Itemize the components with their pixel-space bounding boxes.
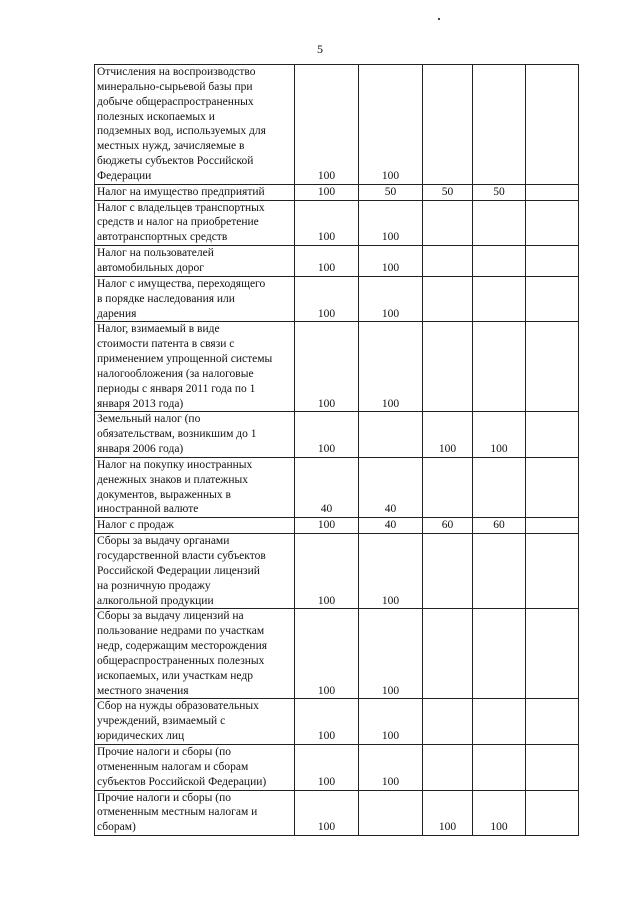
percent-cell-c5: [526, 200, 579, 246]
percent-cell-c3: [423, 744, 473, 790]
percent-cell-c1: 100: [295, 65, 359, 185]
percent-cell-c4: [473, 534, 526, 609]
percent-cell-c4: 100: [473, 790, 526, 836]
percent-cell-c2: 100: [359, 65, 423, 185]
table-row: [95, 534, 579, 609]
percent-cell-c4: [473, 200, 526, 246]
percent-cell-c2: 50: [359, 184, 423, 200]
percent-cell-c5: [526, 322, 579, 412]
percent-cell-c5: [526, 65, 579, 185]
tax-name-cell: Налог с владельцев транспортных средств и налог на приобретение автотранспортных средств: [95, 200, 295, 246]
percent-cell-c1: 100: [295, 699, 359, 745]
percent-cell-c3: [423, 699, 473, 745]
percent-cell-c1: 100: [295, 322, 359, 412]
percent-cell-c2: [359, 790, 423, 836]
percent-cell-c5: [526, 246, 579, 277]
table-row: [95, 322, 579, 412]
percent-cell-c4: [473, 276, 526, 322]
table-row: [95, 518, 579, 534]
percent-cell-c2: 100: [359, 276, 423, 322]
table-row: [95, 412, 579, 458]
table-row: [95, 744, 579, 790]
table-row: [95, 65, 579, 185]
percent-cell-c1: 100: [295, 609, 359, 699]
tax-distribution-table: [94, 64, 579, 836]
percent-cell-c1: 100: [295, 246, 359, 277]
tax-name-cell: Сборы за выдачу органами государственной власти субъектов Российской Федерации лицензий на розничную продажу алкогольной продукции: [95, 534, 295, 609]
percent-cell-c4: 50: [473, 184, 526, 200]
percent-cell-c3: [423, 276, 473, 322]
table-row: [95, 457, 579, 517]
percent-cell-c5: [526, 457, 579, 517]
percent-cell-c5: [526, 184, 579, 200]
percent-cell-c1: 40: [295, 457, 359, 517]
tax-name-cell: Отчисления на воспроизводство минерально-сырьевой базы при добыче общераспространенных полезных ископаемых и подземных вод, используемых для местных нужд, зачисляемые в бюджеты субъектов Российской Федерации: [95, 65, 295, 185]
percent-cell-c5: [526, 609, 579, 699]
percent-cell-c3: 100: [423, 790, 473, 836]
percent-cell-c2: 100: [359, 744, 423, 790]
percent-cell-c3: [423, 65, 473, 185]
table-row: [95, 699, 579, 745]
tax-name-cell: Налог на пользователей автомобильных дорог: [95, 246, 295, 277]
percent-cell-c2: 100: [359, 534, 423, 609]
percent-cell-c4: [473, 457, 526, 517]
tax-name-cell: Сбор на нужды образовательных учреждений, взимаемый с юридических лиц: [95, 699, 295, 745]
tax-name-cell: Налог с имущества, переходящего в порядке наследования или дарения: [95, 276, 295, 322]
percent-cell-c4: [473, 609, 526, 699]
percent-cell-c4: 100: [473, 412, 526, 458]
percent-cell-c3: [423, 246, 473, 277]
percent-cell-c3: [423, 322, 473, 412]
percent-cell-c3: [423, 457, 473, 517]
percent-cell-c3: [423, 200, 473, 246]
percent-cell-c2: 100: [359, 200, 423, 246]
tax-name-cell: Налог, взимаемый в виде стоимости патента в связи с применением упрощенной системы налогообложения (за налоговые периоды с января 2011 года по 1 января 2013 года): [95, 322, 295, 412]
percent-cell-c5: [526, 744, 579, 790]
percent-cell-c4: [473, 322, 526, 412]
percent-cell-c2: 100: [359, 322, 423, 412]
percent-cell-c2: 100: [359, 609, 423, 699]
table-row: [95, 200, 579, 246]
percent-cell-c5: [526, 534, 579, 609]
page-number: 5: [317, 42, 323, 56]
tax-name-cell: Прочие налоги и сборы (по отмененным местным налогам и сборам): [95, 790, 295, 836]
table-row: [95, 790, 579, 836]
percent-cell-c3: [423, 534, 473, 609]
percent-cell-c3: 50: [423, 184, 473, 200]
percent-cell-c3: 100: [423, 412, 473, 458]
percent-cell-c3: [423, 609, 473, 699]
percent-cell-c1: 100: [295, 744, 359, 790]
percent-cell-c2: [359, 412, 423, 458]
table-row: [95, 276, 579, 322]
tax-name-cell: Налог на имущество предприятий: [95, 184, 295, 200]
percent-cell-c4: [473, 699, 526, 745]
percent-cell-c1: 100: [295, 276, 359, 322]
percent-cell-c2: 40: [359, 518, 423, 534]
percent-cell-c1: 100: [295, 412, 359, 458]
tax-name-cell: Земельный налог (по обязательствам, возникшим до 1 января 2006 года): [95, 412, 295, 458]
percent-cell-c1: 100: [295, 790, 359, 836]
percent-cell-c2: 40: [359, 457, 423, 517]
tax-name-cell: Сборы за выдачу лицензий на пользование недрами по участкам недр, содержащим месторождения общераспространенных полезных ископаемых, или участкам недр местного значения: [95, 609, 295, 699]
percent-cell-c5: [526, 276, 579, 322]
percent-cell-c1: 100: [295, 200, 359, 246]
tax-name-cell: Прочие налоги и сборы (по отмененным налогам и сборам субъектов Российской Федерации): [95, 744, 295, 790]
percent-cell-c4: [473, 744, 526, 790]
percent-cell-c1: 100: [295, 518, 359, 534]
percent-cell-c1: 100: [295, 534, 359, 609]
percent-cell-c4: 60: [473, 518, 526, 534]
percent-cell-c2: 100: [359, 699, 423, 745]
scan-speck: [438, 18, 440, 20]
percent-cell-c1: 100: [295, 184, 359, 200]
table-row: [95, 246, 579, 277]
percent-cell-c4: [473, 65, 526, 185]
tax-name-cell: Налог с продаж: [95, 518, 295, 534]
percent-cell-c4: [473, 246, 526, 277]
percent-cell-c5: [526, 790, 579, 836]
tax-name-cell: Налог на покупку иностранных денежных знаков и платежных документов, выраженных в иностранной валюте: [95, 457, 295, 517]
table-row: [95, 184, 579, 200]
table-row: [95, 609, 579, 699]
percent-cell-c2: 100: [359, 246, 423, 277]
percent-cell-c5: [526, 699, 579, 745]
percent-cell-c5: [526, 412, 579, 458]
percent-cell-c5: [526, 518, 579, 534]
percent-cell-c3: 60: [423, 518, 473, 534]
